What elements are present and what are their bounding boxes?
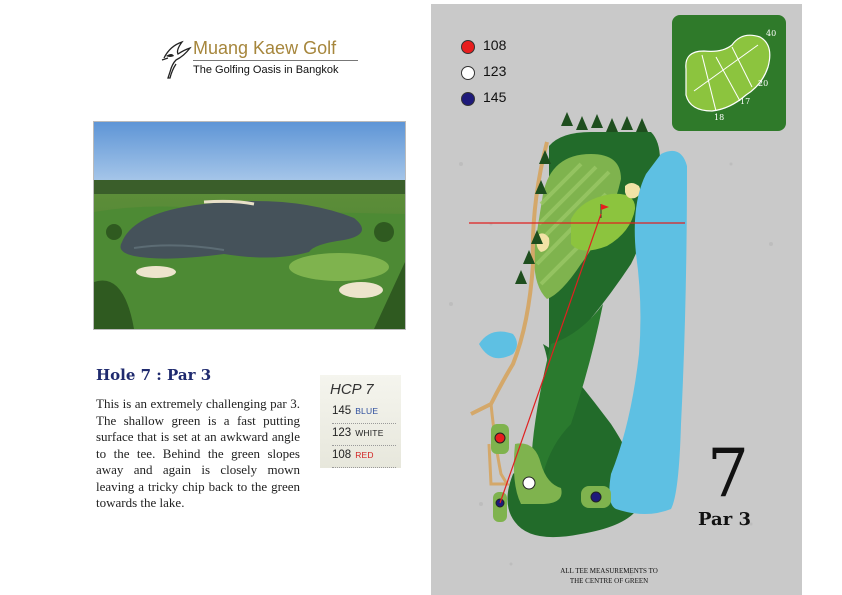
hcp-card [320,375,401,468]
legend-value: 108 [483,37,507,53]
crane-bird-icon [160,38,192,80]
hcp-row-red [332,449,396,468]
blue-tee-marker-icon [461,92,475,106]
hcp-tee-label: RED [355,450,374,460]
aerial-course-photo [93,121,406,330]
green-depth-label: 18 [714,113,725,122]
hcp-yards: 108 [332,449,352,461]
red-tee-marker-icon [461,40,475,54]
tee-measurement-note [549,566,669,586]
par-label: Par 3 [698,509,751,530]
legend-value: 123 [483,63,507,79]
legend-value: 145 [483,89,507,105]
logo-rule [193,60,358,61]
green-inset [672,15,786,131]
logo-name: Muang Kaew Golf [193,38,337,58]
green-depth-label: 40 [766,29,777,38]
hole-description: This is an extremely challenging par 3. The shallow green is a fast putting surface that is set at an awkward angle to the tee. Behind the green slopes away and again is closely mown leaving a tricky chip back to the green towards the lake. [96,396,300,510]
hole-number: 7 [707,435,749,512]
tee-note-line: ALL TEE MEASUREMENTS TO [560,567,658,575]
hcp-row-white [332,427,396,446]
white-tee-marker-icon [461,66,475,80]
hcp-tee-label: WHITE [355,428,384,438]
green-depth-label: 17 [740,97,751,106]
green-depth-label: 20 [758,79,769,88]
hcp-row-blue [332,405,396,424]
hcp-yards: 145 [332,405,352,417]
logo-tagline: The Golfing Oasis in Bangkok [193,64,339,76]
hole-title: Hole 7 : Par 3 [96,366,212,384]
logo [160,38,360,82]
hcp-yards: 123 [332,427,352,439]
hole-map [431,4,802,595]
tee-note-line: THE CENTRE OF GREEN [569,577,649,585]
hcp-title: HCP 7 [330,381,374,398]
hcp-tee-label: BLUE [355,406,379,416]
